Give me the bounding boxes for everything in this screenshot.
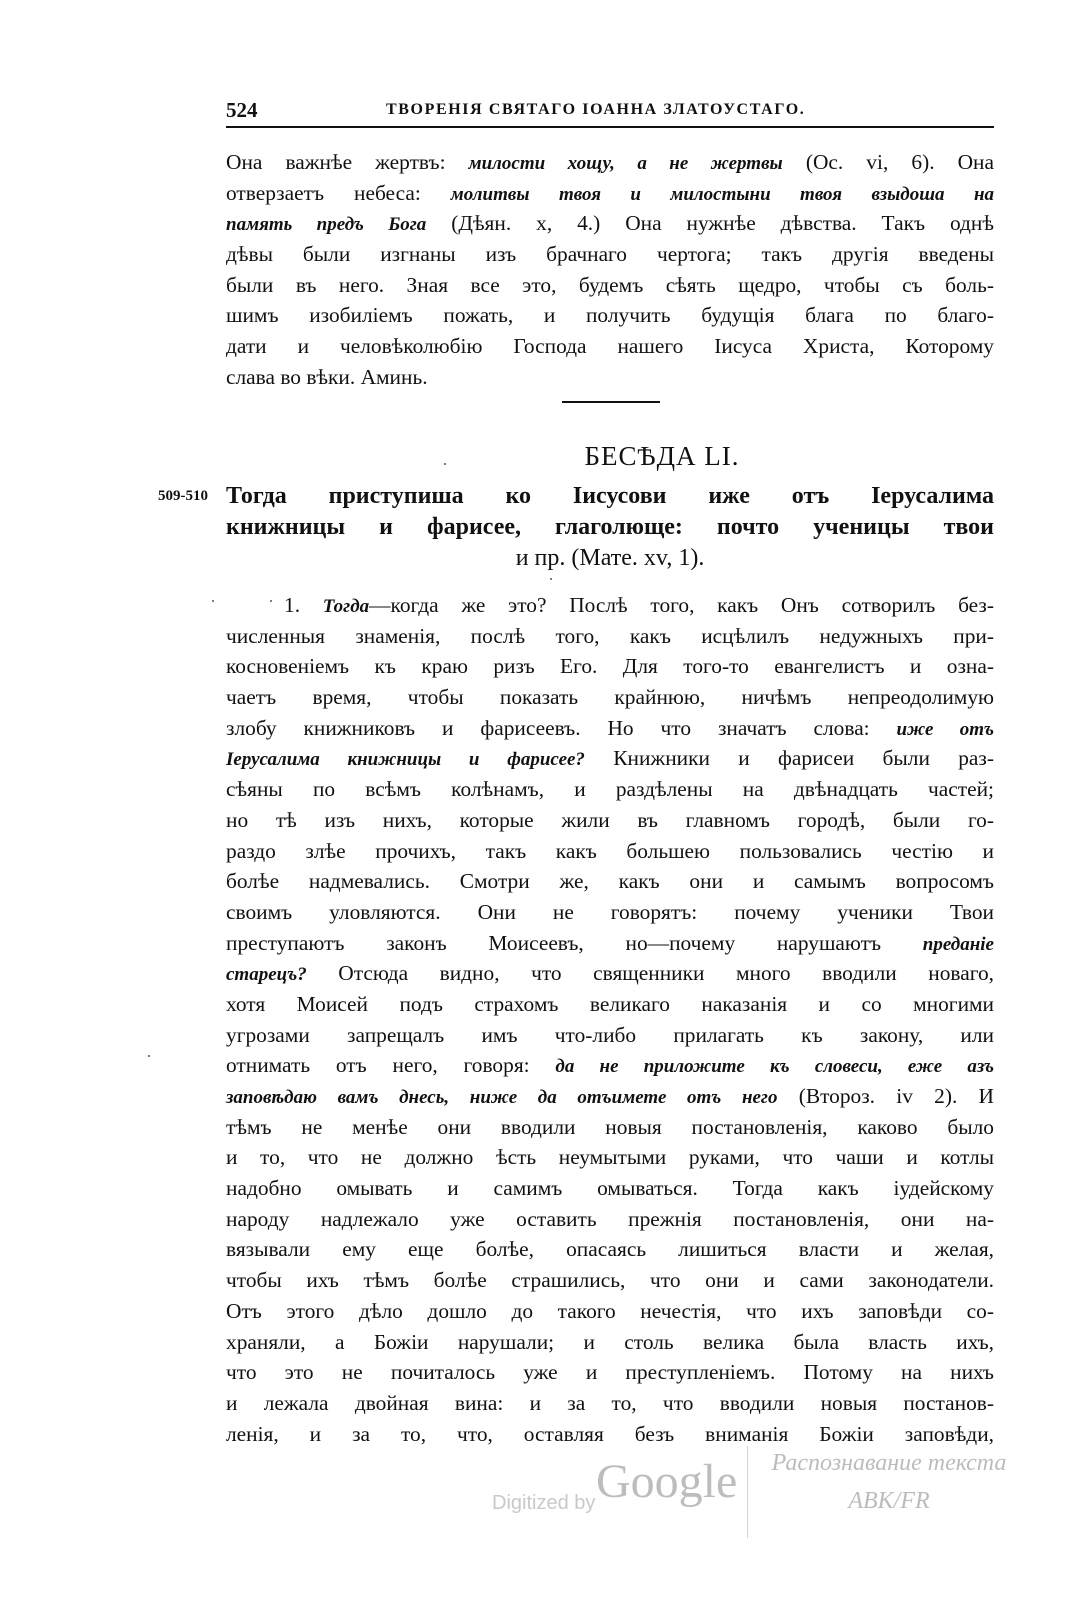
body-line [226,958,994,989]
text-run: Отсюда видно, что священники много вводили новаго, [306,961,994,986]
body-line [226,1234,994,1265]
body-line [226,1112,994,1143]
text-run: дѣвы были изгнаны изъ брачнаго чертога; такъ другія введены [226,242,994,267]
text-run: сѣяны по всѣмъ колѣнамъ, и раздѣлены на двѣнадцать частей; [226,777,994,802]
body-line [226,1327,994,1358]
text-run: болѣе надмевались. Смотри же, какъ они и самымъ вопросомъ [226,869,994,894]
ocr-credit [754,1444,1024,1520]
body-line [226,621,994,652]
text-run: хотя Моисей подъ страхомъ великаго наказанія и со многими [226,991,994,1016]
homily-body-paragraph [226,590,994,1449]
body-line [226,1020,994,1051]
running-title: ТВОРЕНІЯ СВЯТАГО ІОАННА ЗЛАТОУСТАГО. [386,101,806,118]
scan-speck [550,578,552,580]
body-line [226,1173,994,1204]
continuation-paragraph [226,147,994,393]
body-line [226,805,994,836]
text-run: храняли, а Божіи нарушали; и столь велика была власть ихъ, [226,1329,994,1354]
text-run: Отъ этого дѣло дошло до такого нечестія, что ихъ заповѣди со- [226,1298,994,1323]
body-line [226,836,994,867]
italic-quote: иже отъ [896,718,994,740]
body-line [226,897,994,928]
body-line [226,1050,994,1081]
body-line [226,743,994,774]
text-run: книжницы и фарисее, глаголюще: почто ученицы твои [226,514,994,540]
body-line [226,651,994,682]
continuation-line [226,239,994,270]
body-line [226,1296,994,1327]
body-line [226,1204,994,1235]
text-run: косновеніемъ къ краю ризъ Его. Для того-то евангелистъ и озна- [226,654,994,679]
text-run: тѣмъ не менѣе они вводили новыя постановленія, каково было [226,1114,994,1139]
text-run: Она важнѣе жертвъ: [226,150,469,174]
text-run: и то, что не должно ѣсть неумытыми руками, что чаши и котлы [226,1145,994,1170]
italic-quote: старецъ? [226,964,307,986]
page-number: 524 [226,98,258,122]
text-run: Тогда приступиша ко Іисусови иже отъ Іерусалима [226,483,994,509]
scan-speck [270,600,272,602]
text-run: слава во вѣки. Аминь. [226,364,428,389]
scan-speck [444,463,446,465]
text-run: шимъ изобиліемъ пожать, и получить будущія блага по благо- [226,303,994,328]
text-run: угрозами запрещалъ имъ что-либо прилагать къ закону, или [226,1022,994,1047]
body-line [226,928,994,959]
text-run: отверзаетъ небеса: [226,180,451,205]
watermark-separator [747,1446,748,1538]
digitization-watermark [492,1436,1032,1556]
text-run: раздо злѣе прочихъ, такъ какъ большею пользовались честію и [226,838,994,863]
body-line [226,713,994,744]
body-line [226,1081,994,1112]
ocr-credit-line1: Распознавание текста [771,1450,1007,1476]
text-run: преступаютъ законъ Моисеевъ, но—почему нарушаютъ [226,930,923,955]
ocr-credit-line2: ABK/FR [848,1488,930,1514]
text-run: численныя знаменія, послѣ того, какъ исцѣлилъ недужныхъ при- [226,623,994,648]
epigraph-line [226,512,994,543]
text-run: надобно омывать и самимъ омываться. Тогда какъ іудейскому [226,1176,994,1201]
italic-quote: память предъ Бога [226,214,427,236]
continuation-line [226,208,994,239]
running-header [226,96,994,128]
text-run: но тѣ изъ нихъ, которые жили въ главномъ городѣ, были го- [226,807,994,832]
text-run: (Ос. vi, 6). Она [782,150,994,174]
text-run: что это не почиталось уже и преступленіемъ. Потому на нихъ [226,1360,994,1385]
continuation-line [226,362,994,393]
homily-epigraph [226,481,994,574]
scan-speck [212,600,214,602]
italic-quote: да не приложите къ словеси, еже азъ [555,1056,995,1078]
continuation-line [226,178,994,209]
text-run: 1. [284,593,323,617]
margin-page-reference: 509-510 [158,488,208,504]
text-run: злобу книжниковъ и фарисеевъ. Но что значатъ слова: [226,715,897,740]
text-run: и лежала двойная вина: и за то, что вводили новыя постанов- [226,1390,994,1415]
text-run: чаетъ время, чтобы показать крайнюю, ничѣмъ непреодолимую [226,685,994,710]
text-run: и пр. [515,545,566,571]
italic-quote: Тогда [322,596,370,617]
scan-speck [148,1055,150,1057]
continuation-line [226,331,994,362]
text-run: вязывали ему еще болѣе, опасаясь лишиться власти и желая, [226,1237,994,1262]
italic-quote: милости хощу, а не жертвы [468,153,783,174]
body-line [226,682,994,713]
body-line [226,1388,994,1419]
body-line [226,989,994,1020]
text-run: (Дѣян. x, 4.) Она нужнѣе дѣвства. Такъ однѣ [426,211,994,236]
text-run: дати и человѣколюбію Господа нашего Іисуса Христа, Которому [226,334,994,359]
text-run: —когда же это? Послѣ того, какъ Онъ сотворилъ без- [369,593,994,617]
text-run: отнимать отъ него, говоря: [226,1053,556,1078]
body-line [226,866,994,897]
italic-quote: молитвы твоя и милостыни твоя взыдоша на [450,183,994,205]
italic-quote: заповѣдаю вамъ днесь, ниже да отъимете отъ него [226,1087,778,1108]
italic-quote: Іерусалима книжницы и фарисее? [226,749,585,771]
continuation-line [226,147,994,178]
google-logo: Google [596,1455,738,1508]
section-divider [562,401,660,403]
text-run: своимъ уловляются. Они не говорятъ: почему ученики Твои [226,899,994,924]
body-line [226,1142,994,1173]
body-line [226,774,994,805]
text-run: ленія, и за то, что, оставляя безъ вниманія Божіи заповѣди, [226,1421,994,1446]
continuation-line [226,270,994,301]
italic-quote: преданіе [922,933,994,955]
body-line [226,590,994,621]
text-run: чтобы ихъ тѣмъ болѣе страшились, что они и сами законодатели. [226,1268,994,1293]
epigraph-line [226,543,994,574]
digitized-by-label: Digitized by [492,1492,596,1514]
body-line [226,1265,994,1296]
text-run: Книжники и фарисеи были раз- [584,746,994,771]
text-run: народу надлежало уже оставить прежнія постановленія, они на- [226,1206,994,1231]
homily-title: БЕСѢДА LI. [584,441,740,471]
body-line [226,1357,994,1388]
text-run: (Мате. xv, 1). [565,545,705,571]
epigraph-line [226,481,994,512]
continuation-line [226,300,994,331]
text-run: были въ него. Зная все это, будемъ сѣять щедро, чтобы съ боль- [226,272,994,297]
text-run: (Второз. iv 2). И [777,1084,994,1108]
